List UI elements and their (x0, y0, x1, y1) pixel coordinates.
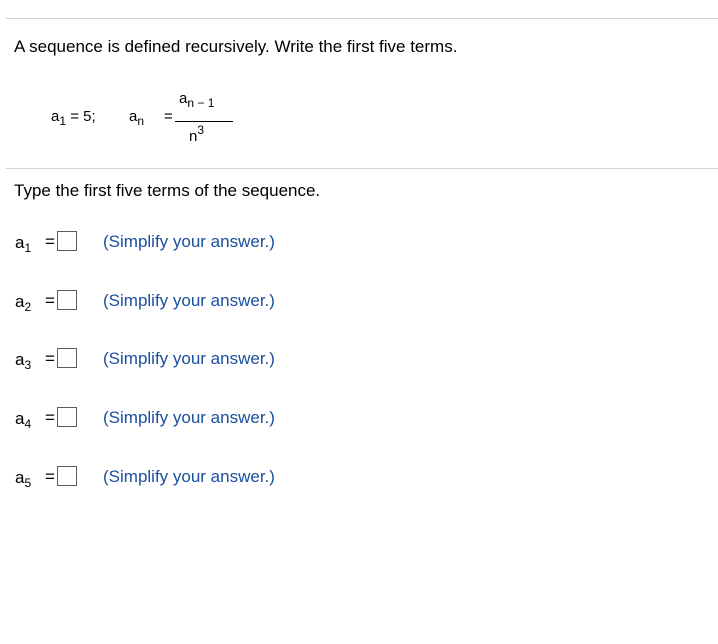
answer-input-a1[interactable] (57, 231, 77, 251)
section-divider (6, 168, 718, 169)
simplify-hint: (Simplify your answer.) (103, 349, 275, 368)
term-label: $a_3$ (15, 350, 32, 372)
answer-input-a3[interactable] (57, 348, 77, 368)
simplify-hint: (Simplify your answer.) (103, 291, 275, 310)
term-equals: = (45, 408, 55, 427)
term-equals: = (45, 232, 55, 251)
answer-input-a5[interactable] (57, 466, 77, 486)
term-equals: = (45, 349, 55, 368)
term-label: $a_1$ (15, 233, 32, 255)
top-divider (6, 18, 718, 19)
simplify-hint: (Simplify your answer.) (103, 467, 275, 486)
answer-input-a4[interactable] (57, 407, 77, 427)
fraction-denominator: $n^3$ (189, 123, 205, 145)
simplify-hint: (Simplify your answer.) (103, 408, 275, 427)
definition-equals: = (164, 108, 173, 125)
fraction-bar (175, 121, 233, 122)
question-prompt: A sequence is defined recursively. Write the first five terms. (14, 37, 458, 56)
term-label: $a_2$ (15, 292, 32, 314)
simplify-hint: (Simplify your answer.) (103, 232, 275, 251)
term-label: $a_4$ (15, 409, 32, 431)
recursive-definition (51, 90, 251, 160)
general-term: $a_n$ (129, 108, 145, 128)
term-equals: = (45, 467, 55, 486)
answer-input-a2[interactable] (57, 290, 77, 310)
term-equals: = (45, 291, 55, 310)
answer-instruction: Type the first five terms of the sequence. (14, 181, 321, 200)
term-label: $a_5$ (15, 468, 32, 490)
fraction-numerator: $a_{n - 1}$ (179, 90, 215, 110)
initial-term: $a_1 = 5$; (51, 108, 96, 128)
